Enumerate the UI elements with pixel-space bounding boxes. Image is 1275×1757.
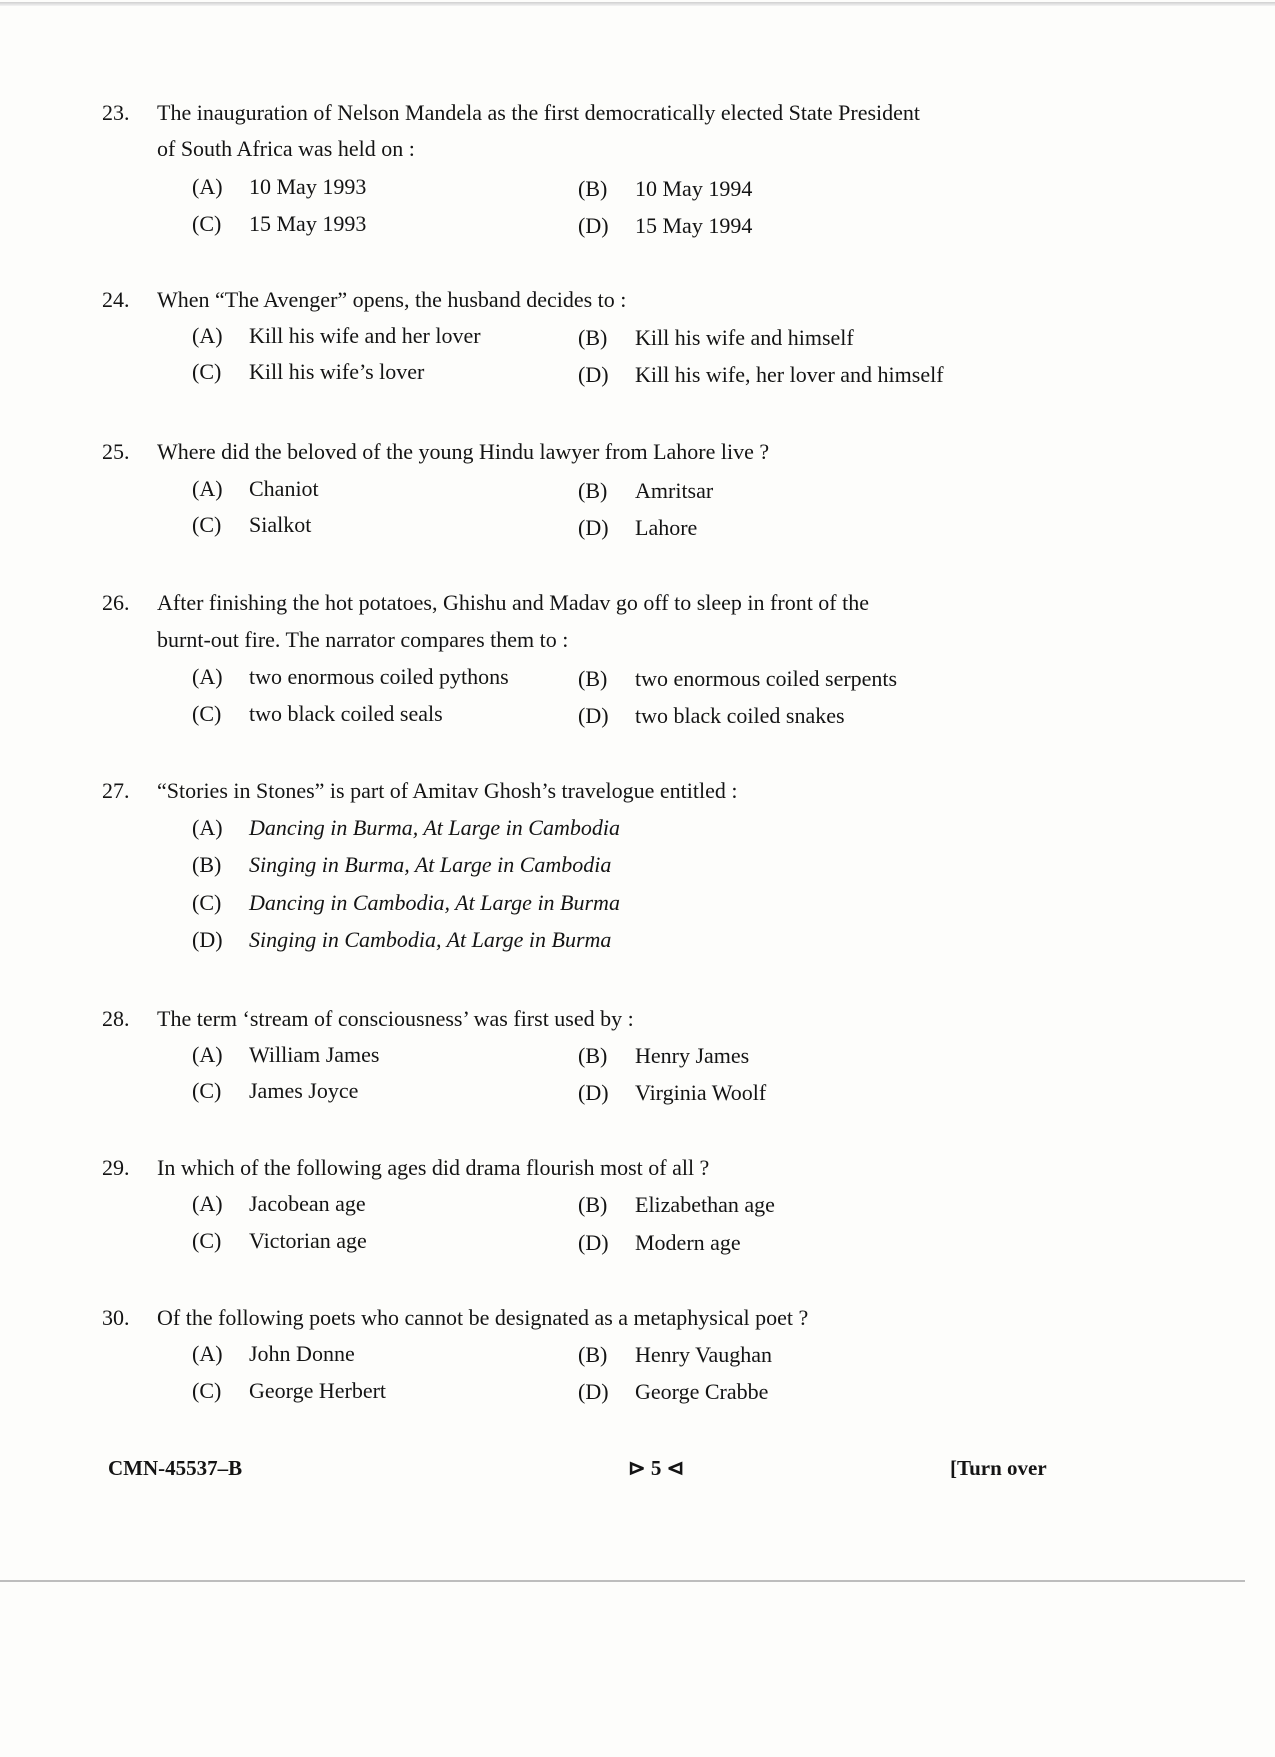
option-text: George Herbert (249, 1378, 387, 1403)
question-stem-line: of South Africa was held on : (157, 136, 415, 161)
option-text: John Donne (249, 1341, 355, 1366)
option-text: George Crabbe (635, 1379, 769, 1404)
option-label: (D) (192, 927, 223, 952)
option-label: (D) (578, 213, 609, 238)
option-label: (B) (578, 666, 608, 691)
question-number: 26. (102, 590, 130, 615)
option-text: Sialkot (249, 512, 312, 537)
option-text: Chaniot (249, 476, 319, 501)
option-text: Henry Vaughan (635, 1342, 773, 1367)
question-stem-line: The inauguration of Nelson Mandela as the first democratically elected State President (157, 100, 921, 125)
option-label: (D) (578, 362, 609, 387)
option-text: two black coiled snakes (635, 703, 845, 728)
option-label: (C) (192, 211, 222, 236)
option-label: (A) (192, 1341, 223, 1366)
question-stem-line: After finishing the hot potatoes, Ghishu and Madav go off to sleep in front of the (157, 590, 870, 615)
option-text: Amritsar (635, 478, 714, 503)
option-text: Dancing in Cambodia, At Large in Burma (249, 890, 620, 915)
option-label: (A) (192, 323, 223, 348)
option-text: 15 May 1994 (635, 213, 753, 238)
option-label: (B) (578, 325, 608, 350)
option-text: Modern age (635, 1230, 741, 1255)
option-text: Lahore (635, 515, 698, 540)
question-number: 27. (102, 778, 130, 803)
option-label: (B) (578, 176, 608, 201)
question-number: 23. (102, 100, 130, 125)
option-text: 10 May 1993 (249, 174, 367, 199)
option-text: two enormous coiled pythons (249, 664, 509, 689)
option-text: Victorian age (249, 1228, 367, 1253)
option-text: Kill his wife and her lover (249, 323, 481, 348)
option-label: (B) (578, 1192, 608, 1217)
option-label: (A) (192, 174, 223, 199)
option-label: (B) (192, 852, 222, 877)
turn-over-note: [Turn over (950, 1456, 1047, 1480)
option-text: Elizabethan age (635, 1192, 775, 1217)
paper-code: CMN-45537–B (108, 1456, 243, 1480)
option-text: 15 May 1993 (249, 211, 367, 236)
option-label: (A) (192, 1191, 223, 1216)
option-label: (A) (192, 815, 223, 840)
question-number: 28. (102, 1006, 130, 1031)
question-number: 29. (102, 1155, 130, 1180)
option-label: (D) (578, 1230, 609, 1255)
option-text: Kill his wife, her lover and himself (635, 362, 944, 387)
option-label: (C) (192, 359, 222, 384)
option-text: Singing in Burma, At Large in Cambodia (249, 852, 612, 877)
option-label: (C) (192, 701, 222, 726)
option-label: (C) (192, 1228, 222, 1253)
question-stem-line: Of the following poets who cannot be designated as a metaphysical poet ? (157, 1305, 809, 1330)
option-text: Kill his wife’s lover (249, 359, 425, 384)
option-label: (B) (578, 1043, 608, 1068)
option-label: (B) (578, 1342, 608, 1367)
option-label: (D) (578, 1379, 609, 1404)
option-label: (C) (192, 512, 222, 537)
option-text: Jacobean age (249, 1191, 366, 1216)
option-label: (D) (578, 1080, 609, 1105)
page-number: ⊳ 5 ⊲ (628, 1456, 685, 1480)
option-text: 10 May 1994 (635, 176, 753, 201)
top-edge-rule (0, 2, 1275, 6)
option-label: (A) (192, 664, 223, 689)
option-label: (B) (578, 478, 608, 503)
option-label: (C) (192, 890, 222, 915)
question-stem-line: When “The Avenger” opens, the husband decides to : (157, 287, 627, 312)
bottom-edge-rule (0, 1580, 1245, 1582)
option-text: William James (249, 1042, 380, 1067)
question-number: 30. (102, 1305, 130, 1330)
option-label: (C) (192, 1078, 222, 1103)
option-text: Henry James (635, 1043, 750, 1068)
option-text: Dancing in Burma, At Large in Cambodia (249, 815, 620, 840)
question-stem-line: In which of the following ages did drama flourish most of all ? (157, 1155, 710, 1180)
option-text: two black coiled seals (249, 701, 443, 726)
option-text: Singing in Cambodia, At Large in Burma (249, 927, 612, 952)
option-text: two enormous coiled serpents (635, 666, 898, 691)
option-label: (A) (192, 1042, 223, 1067)
option-text: Virginia Woolf (635, 1080, 767, 1105)
question-number: 24. (102, 287, 130, 312)
question-stem-line: Where did the beloved of the young Hindu lawyer from Lahore live ? (157, 439, 770, 464)
option-text: James Joyce (249, 1078, 359, 1103)
question-number: 25. (102, 439, 130, 464)
option-label: (D) (578, 515, 609, 540)
option-text: Kill his wife and himself (635, 325, 854, 350)
question-stem-line: burnt-out fire. The narrator compares them to : (157, 627, 569, 652)
option-label: (D) (578, 703, 609, 728)
question-stem-line: The term ‘stream of consciousness’ was first used by : (157, 1006, 634, 1031)
option-label: (A) (192, 476, 223, 501)
option-label: (C) (192, 1378, 222, 1403)
question-stem-line: “Stories in Stones” is part of Amitav Ghosh’s travelogue entitled : (157, 778, 738, 803)
